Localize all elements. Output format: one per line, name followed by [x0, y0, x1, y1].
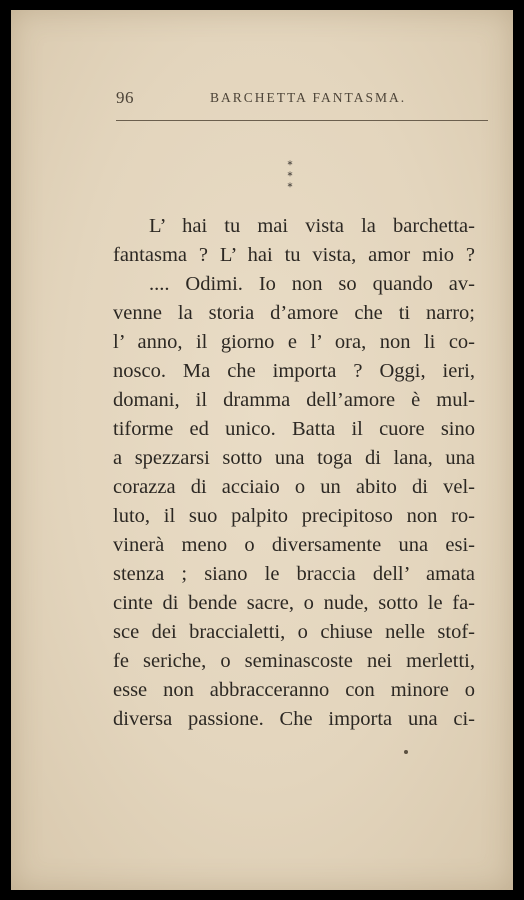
text-line: fantasma ? L’ hai tu vista, amor mio ? — [113, 244, 475, 266]
page-number: 96 — [116, 88, 134, 107]
page-header — [116, 88, 488, 116]
text-line: luto, il suo palpito precipitoso non ro- — [113, 505, 475, 527]
ink-spot — [404, 750, 408, 754]
header-rule — [116, 120, 488, 121]
asterism-top: * — [287, 160, 293, 171]
text-line: fe seriche, o seminascoste nei merletti, — [113, 650, 475, 672]
asterism — [270, 160, 310, 193]
text-line: l’ anno, il giorno e l’ ora, non li co- — [113, 331, 475, 353]
asterism-bottom: * * — [287, 171, 301, 193]
text-line: venne la storia d’amore che ti narro; — [113, 302, 475, 324]
body-text — [113, 212, 475, 734]
text-line: stenza ; siano le braccia dell’ amata — [113, 563, 475, 585]
text-line: cinte di bende sacre, o nude, sotto le fa- — [113, 592, 475, 614]
text-line: diversa passione. Che importa una ci- — [113, 708, 475, 730]
text-line: vinerà meno o diversamente una esi- — [113, 534, 475, 556]
text-line: corazza di acciaio o un abito di vel- — [113, 476, 475, 498]
text-line: a spezzarsi sotto una toga di lana, una — [113, 447, 475, 469]
text-line: sce dei braccialetti, o chiuse nelle stof- — [113, 621, 475, 643]
text-line: esse non abbracceranno con minore o — [113, 679, 475, 701]
text-line: nosco. Ma che importa ? Oggi, ieri, — [113, 360, 475, 382]
text-line: .... Odimi. Io non so quando av- — [149, 273, 475, 295]
text-line: L’ hai tu mai vista la barchetta- — [149, 215, 475, 237]
text-line: tiforme ed unico. Batta il cuore sino — [113, 418, 475, 440]
running-title: BARCHETTA FANTASMA. — [210, 90, 407, 105]
text-line: domani, il dramma dell’amore è mul- — [113, 389, 475, 411]
